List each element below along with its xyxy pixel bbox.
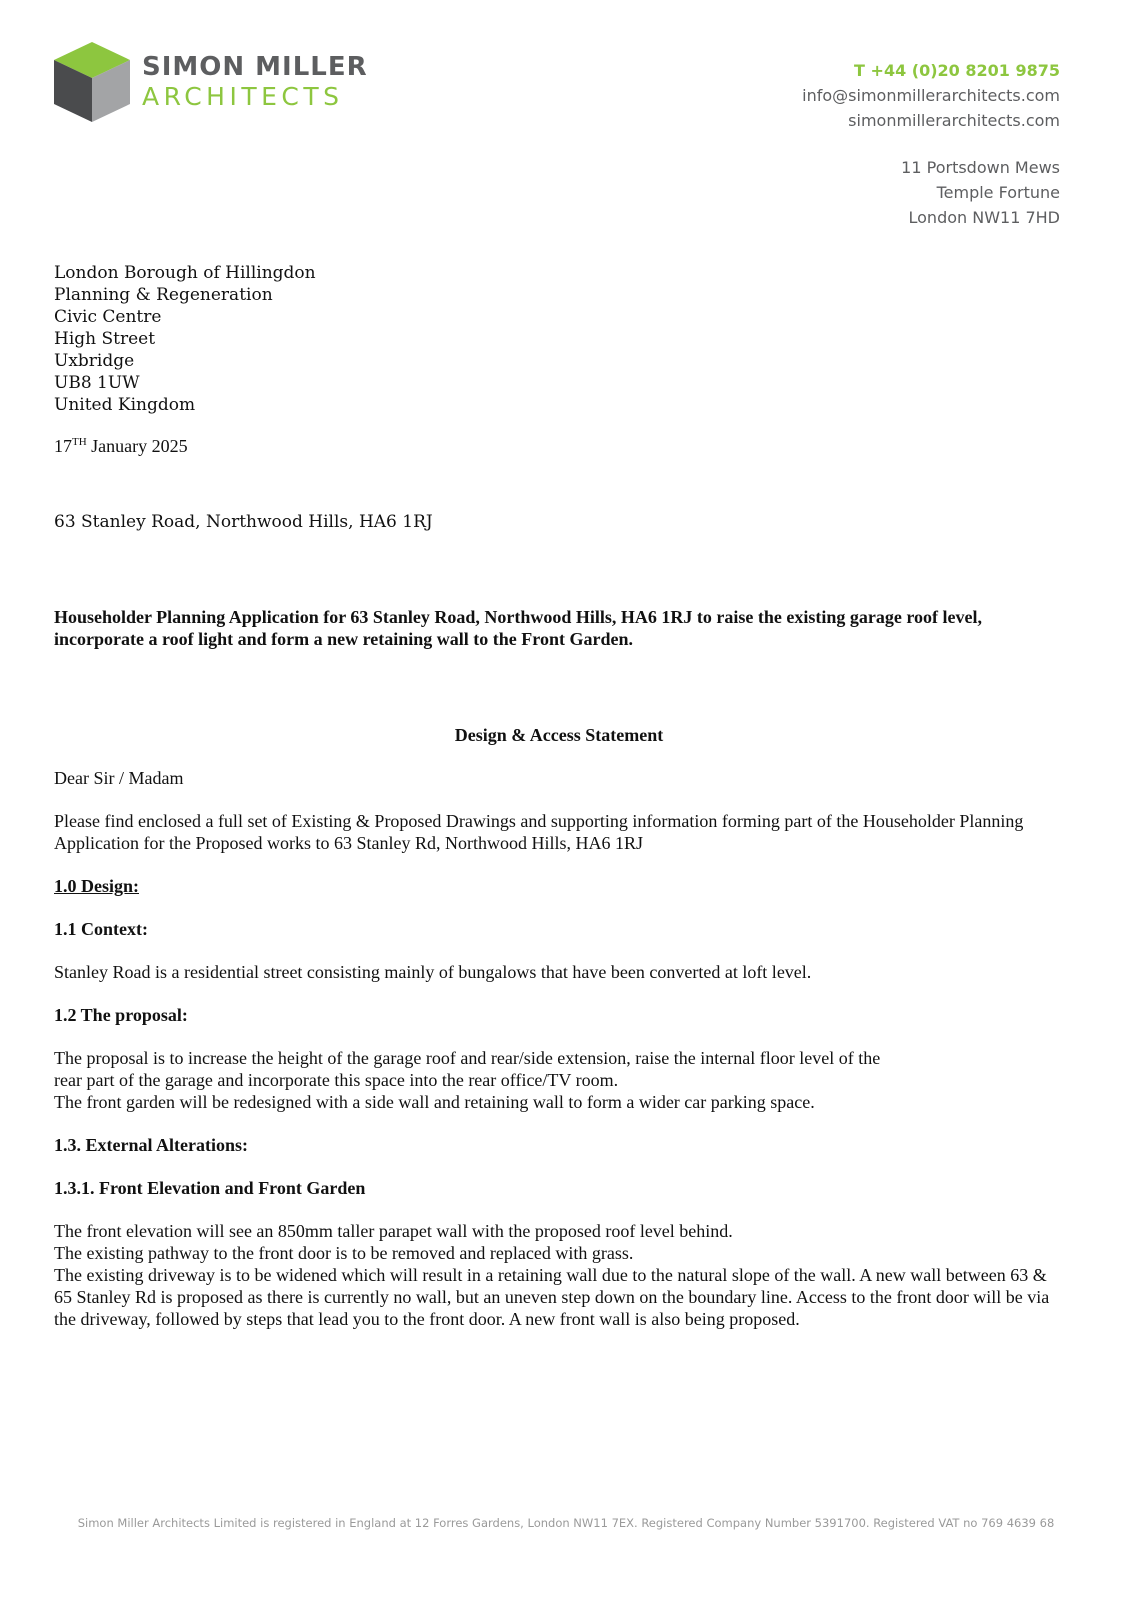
- recipient-line: London Borough of Hillingdon: [54, 263, 316, 283]
- intro-paragraph: Please find enclosed a full set of Existing & Proposed Drawings and supporting information forming part of the Householder Planning Application for the Proposed works to 63 Stanley Rd, Northwood Hills, HA6 1RJ: [54, 811, 1024, 853]
- front-paragraph: The existing pathway to the front door is to be removed and replaced with grass.: [54, 1243, 634, 1263]
- section-heading-external: 1.3. External Alterations:: [54, 1135, 248, 1155]
- date-day: 17: [54, 436, 72, 456]
- recipient-address: [54, 262, 316, 416]
- section-heading-front: 1.3.1. Front Elevation and Front Garden: [54, 1178, 366, 1198]
- cube-logo-icon: [54, 42, 134, 122]
- address-line: Temple Fortune: [936, 183, 1060, 202]
- email-address[interactable]: info@simonmillerarchitects.com: [802, 86, 1060, 105]
- logo-company-subtitle: ARCHITECTS: [142, 82, 344, 111]
- statement-title: Design & Access Statement: [454, 725, 664, 745]
- date-suffix: TH: [72, 436, 87, 448]
- letter-date: [54, 436, 188, 457]
- phone-number: T +44 (0)20 8201 9875: [854, 61, 1060, 80]
- section-heading-proposal: 1.2 The proposal:: [54, 1005, 188, 1025]
- sender-address: [901, 155, 1060, 230]
- application-subject: Householder Planning Application for 63 Stanley Road, Northwood Hills, HA6 1RJ to raise the existing garage roof level, incorporate a roof light and form a new retaining wall to the Front Garden.: [54, 607, 983, 649]
- address-line: London NW11 7HD: [908, 208, 1060, 227]
- section-heading-design: 1.0 Design:: [54, 876, 139, 896]
- salutation: Dear Sir / Madam: [54, 768, 184, 788]
- logo-company-name: SIMON MILLER: [142, 52, 368, 82]
- proposal-line: The front garden will be redesigned with a side wall and retaining wall to form a wider car parking space.: [54, 1092, 815, 1112]
- recipient-line: United Kingdom: [54, 395, 196, 415]
- company-logo: [54, 42, 368, 122]
- front-paragraph: The front elevation will see an 850mm taller parapet wall with the proposed roof level behind.: [54, 1221, 733, 1241]
- letter-body: [54, 724, 1064, 1330]
- recipient-line: UB8 1UW: [54, 373, 140, 393]
- front-paragraph: The existing driveway is to be widened which will result in a retaining wall due to the natural slope of the wall. A new wall between 63 & 65 Stanley Rd is proposed as there is currently no wall, but an uneven step down on the boundary line. Access to the front door will be via the driveway, followed by steps that lead you to the front door. A new front wall is also being proposed.: [54, 1265, 1050, 1329]
- recipient-line: Uxbridge: [54, 351, 135, 371]
- property-reference: 63 Stanley Road, Northwood Hills, HA6 1RJ: [54, 512, 433, 532]
- context-paragraph: Stanley Road is a residential street consisting mainly of bungalows that have been converted at loft level.: [54, 962, 812, 982]
- address-line: 11 Portsdown Mews: [901, 158, 1060, 177]
- recipient-line: High Street: [54, 329, 156, 349]
- section-heading-context: 1.1 Context:: [54, 919, 148, 939]
- website-link[interactable]: simonmillerarchitects.com: [848, 111, 1060, 130]
- proposal-line: The proposal is to increase the height of the garage roof and rear/side extension, raise the internal floor level of the: [54, 1048, 881, 1068]
- contact-details: [802, 58, 1060, 133]
- date-month-year: January 2025: [86, 436, 188, 456]
- recipient-line: Civic Centre: [54, 307, 162, 327]
- recipient-line: Planning & Regeneration: [54, 285, 273, 305]
- proposal-line: rear part of the garage and incorporate this space into the rear office/TV room.: [54, 1070, 619, 1090]
- company-registration-footer: Simon Miller Architects Limited is registered in England at 12 Forres Gardens, London NW11 7EX. Registered Company Number 5391700. Registered VAT no 769 4639 68: [77, 1516, 1055, 1530]
